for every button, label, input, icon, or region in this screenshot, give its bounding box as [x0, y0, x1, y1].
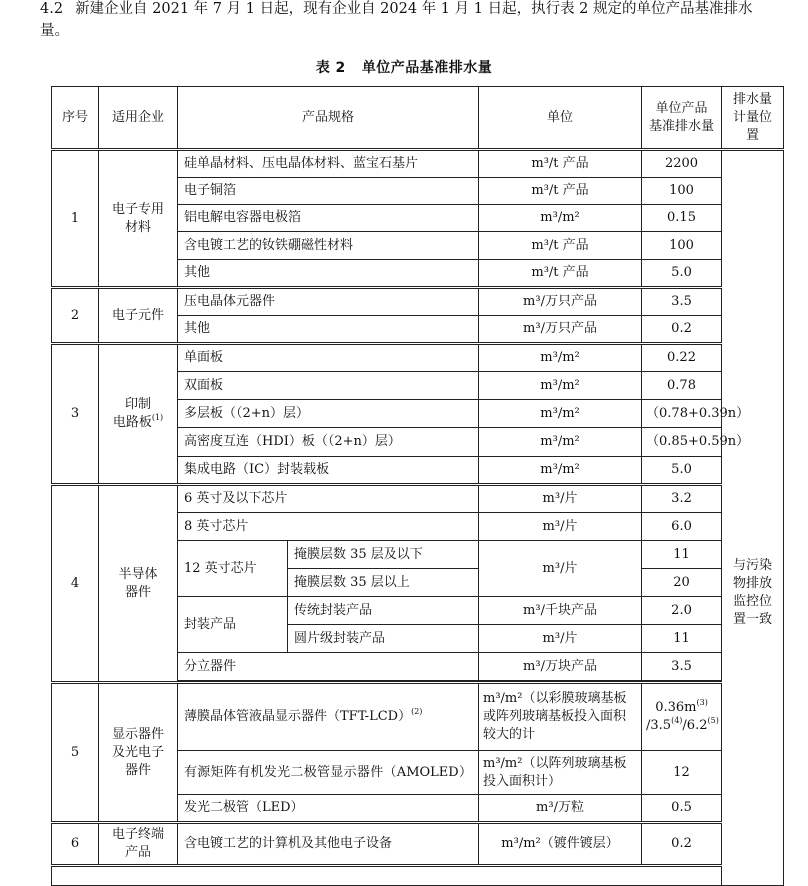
table-row [52, 866, 784, 886]
enterprise-cell: 显示器件及光电子器件 [99, 683, 178, 823]
enterprise-cell: 半导体器件 [99, 485, 178, 683]
value-cell: 0.5 [642, 795, 722, 823]
unit-cell: m³/片 [479, 485, 642, 513]
value-cell: $0.36m^{(3)}$ /3.5$^{(4)}$/6.2$^{(5)}$ [642, 683, 722, 751]
header-meter: 排水量 计量位 置 [722, 87, 784, 150]
value-cell: 100 [642, 232, 722, 260]
value-cell: 6.0 [642, 513, 722, 541]
value-cell: 11 [642, 541, 722, 569]
value-cell: 5.0 [642, 457, 722, 485]
header-unit: 单位 [479, 87, 642, 150]
seq-cell: 3 [52, 344, 99, 485]
unit-cell: m³/万粒 [479, 795, 642, 823]
spec-cell: 其他 [178, 260, 479, 288]
spec-cell: 其他 [178, 316, 479, 344]
clause-text: 新建企业自 2021 年 7 月 1 日起，现有企业自 2024 年 1 月 1 日起，执行表 2 规定的单位产品基准排水量。 [40, 1, 753, 39]
spec-cell: 高密度互连（HDI）板（（2+n）层） [178, 428, 479, 457]
unit-cell: m³/m²（以彩膜玻璃基板或阵列玻璃基板投入面积较大的计 [479, 683, 642, 751]
value-cell: 0.15 [642, 205, 722, 232]
table-row [52, 344, 784, 372]
sub-spec-cell: 掩膜层数 35 层及以下 [288, 541, 479, 569]
header-baseline: 单位产品 基准排水量 [642, 87, 722, 150]
value-cell: 0.78 [642, 372, 722, 400]
seq-cell: 4 [52, 485, 99, 683]
table-title [0, 57, 808, 77]
spec-cell: 12 英寸芯片 [178, 541, 288, 597]
spec-cell: 封装产品 [178, 597, 288, 653]
unit-cell: m³/m² [479, 457, 642, 485]
sub-spec-cell: 掩膜层数 35 层以上 [288, 569, 479, 597]
seq-cell: 6 [52, 823, 99, 866]
value-cell: 2.0 [642, 597, 722, 625]
table-number: 表 2 [315, 60, 346, 76]
header-seq: 序号 [52, 87, 99, 150]
spec-cell: 薄膜晶体管液晶显示器件$(TFT-LCD)^{(2)}$ [178, 683, 479, 751]
unit-cell: m³/t 产品 [479, 178, 642, 205]
spec-cell: 多层板（（2+n）层） [178, 400, 479, 428]
value-cell: 3.2 [642, 485, 722, 513]
table-row [52, 683, 784, 751]
unit-cell: m³/t 产品 [479, 260, 642, 288]
value-cell: 0.2 [642, 316, 722, 344]
unit-cell: m³/m² [479, 400, 642, 428]
value-cell: （0.85+0.59n） [642, 428, 722, 457]
spec-cell: 双面板 [178, 372, 479, 400]
spec-cell: 6 英寸及以下芯片 [178, 485, 479, 513]
meter-location-cell: 与污染物排放监控位置一致 [722, 150, 784, 886]
spec-cell: 铝电解电容器电极箔 [178, 205, 479, 232]
unit-cell: m³/t 产品 [479, 150, 642, 178]
seq-cell: 5 [52, 683, 99, 823]
spec-cell: 压电晶体元器件 [178, 288, 479, 316]
spec-cell: 发光二极管（LED） [178, 795, 479, 823]
table-row [52, 150, 784, 178]
table-row [52, 288, 784, 316]
value-cell: 0.2 [642, 823, 722, 866]
header-enterprise: 适用企业 [99, 87, 178, 150]
unit-cell: m³/m² [479, 372, 642, 400]
unit-cell: m³/千块产品 [479, 597, 642, 625]
unit-cell: m³/片 [479, 625, 642, 653]
unit-cell: m³/m² [479, 428, 642, 457]
seq-cell: 1 [52, 150, 99, 288]
footnote-marker: (1) [151, 413, 164, 422]
spec-cell: 集成电路（IC）封装载板 [178, 457, 479, 485]
spec-cell: 含电镀工艺的钕铁硼磁性材料 [178, 232, 479, 260]
table-header-row [52, 87, 784, 150]
table-row [52, 823, 784, 866]
unit-cell: m³/万只产品 [479, 316, 642, 344]
spec-cell: 含电镀工艺的计算机及其他电子设备 [178, 823, 479, 866]
unit-cell: m³/万块产品 [479, 653, 642, 681]
value-cell: 20 [642, 569, 722, 597]
header-spec: 产品规格 [178, 87, 479, 150]
seq-cell: 2 [52, 288, 99, 344]
value-cell: 11 [642, 625, 722, 653]
value-cell: 5.0 [642, 260, 722, 288]
sub-spec-cell: 传统封装产品 [288, 597, 479, 625]
table-caption: 单位产品基准排水量 [361, 60, 493, 76]
unit-cell: m³/m²（以阵列玻璃基板投入面积计） [479, 751, 642, 795]
enterprise-cell: 电子专用材料 [99, 150, 178, 288]
unit-cell: m³/万只产品 [479, 288, 642, 316]
enterprise-cell: 印制 电路板$^{(1)}$ [99, 344, 178, 485]
sub-spec-cell: 圆片级封装产品 [288, 625, 479, 653]
value-cell: 0.22 [642, 344, 722, 372]
value-cell: 100 [642, 178, 722, 205]
table-row [52, 485, 784, 513]
unit-cell: m³/片 [479, 513, 642, 541]
unit-cell: m³/t 产品 [479, 232, 642, 260]
unit-cell: m³/m²（镀件镀层） [479, 823, 642, 866]
spec-cell: 8 英寸芯片 [178, 513, 479, 541]
unit-cell: m³/m² [479, 205, 642, 232]
clause-number: 4.2 [40, 1, 64, 17]
value-cell: 2200 [642, 150, 722, 178]
baseline-drainage-table [51, 86, 784, 886]
spec-cell: 有源矩阵有机发光二极管显示器件（AMOLED） [178, 751, 479, 795]
enterprise-cell: 电子元件 [99, 288, 178, 344]
value-cell: 12 [642, 751, 722, 795]
unit-cell: m³/片 [479, 541, 642, 597]
value-cell: 3.5 [642, 288, 722, 316]
unit-cell: m³/m² [479, 344, 642, 372]
spec-cell: 单面板 [178, 344, 479, 372]
spec-cell: 电子铜箔 [178, 178, 479, 205]
enterprise-cell: 电子终端产品 [99, 823, 178, 866]
footnote-marker: (2) [411, 707, 423, 716]
value-cell: （0.78+0.39n） [642, 400, 722, 428]
intro-paragraph [40, 0, 780, 42]
spec-cell: 分立器件 [178, 653, 479, 681]
value-cell: 3.5 [642, 653, 722, 681]
spec-cell: 硅单晶材料、压电晶体材料、蓝宝石基片 [178, 150, 479, 178]
